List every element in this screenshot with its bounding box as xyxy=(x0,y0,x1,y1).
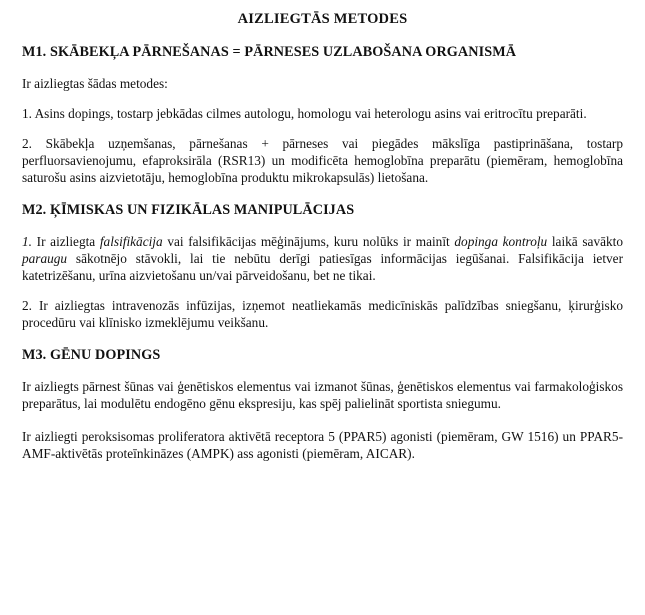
m3-item-2: Ir aizliegti peroksisomas proliferatora aktivētā receptora 5 (PPAR5) agonisti (piemēram, GW 1516) un PPAR5-AMF-aktivētās proteīnkināzes (AMPK) ass agonisti (piemēram, AICAR). xyxy=(22,428,623,461)
spacer xyxy=(22,92,623,105)
m1-item-2: 2. Skābekļa uzņemšanas, pārnešanas + pārneses vai piegādes mākslīga pastiprināšana, tostarp perfluorsavienojumu, efaproksirāla (RSR13) un modificēta hemoglobīna preparātu (piemēram, hemoglobīna saturošu asins aizvietotāju, hemoglobīna produktu mikrokapsulās) lietošana. xyxy=(22,136,623,186)
spacer xyxy=(22,62,623,75)
m2-item-1-text-3: laikā savākto xyxy=(547,233,623,249)
m2-item-1-text-2: vai falsifikācijas mēģinājums, kuru nolūks ir mainīt xyxy=(162,233,455,249)
m2-item-1-emphasis-paraugu: paraugu xyxy=(22,250,68,266)
m2-item-1-emphasis-falsifikacija: falsifikācija xyxy=(99,233,163,249)
spacer xyxy=(22,28,623,44)
spacer xyxy=(22,412,623,428)
m2-item-1-number: 1. xyxy=(22,233,32,249)
document-page xyxy=(0,6,645,615)
m2-item-1 xyxy=(22,233,623,284)
spacer xyxy=(22,331,623,347)
m2-item-1-text-4: sākotnējo stāvokli, lai tie nebūtu derīgi patiesīgas informācijas iegūšanai. Falsifikācija ietver katetrizēšanu, urīna aizvietošanu un/vai pārveidošanu, bet ne tikai. xyxy=(22,250,623,283)
m3-item-1: Ir aizliegts pārnest šūnas vai ģenētiskos elementus vai izmanot šūnas, ģenētiskos elementus vai farmakoloģiskos preparātus, lai modulētu endogēno gēnu ekspresiju, kas spēj palielināt sportista sniegumu. xyxy=(22,378,623,411)
spacer xyxy=(22,284,623,297)
spacer xyxy=(22,122,623,135)
m2-item-2: 2. Ir aizliegtas intravenozās infūzijas, izņemot neatliekamās medicīniskās palīdzības sniegšanu, ķirurģisko procedūru vai klīnisko izmeklējumu veikšanu. xyxy=(22,298,623,331)
m2-item-1-text-1: Ir aizliegta xyxy=(31,233,100,249)
spacer xyxy=(22,365,623,378)
m1-intro-text: Ir aizliegtas šādas metodes: xyxy=(22,76,168,92)
document-title: AIZLIEGTĀS METODES xyxy=(237,11,408,27)
m1-item-1: 1. Asins dopings, tostarp jebkādas cilmes autologu, homologu vai heterologu asins vai eritrocītu preparāti. xyxy=(22,106,587,122)
spacer xyxy=(22,220,623,233)
m2-item-1-emphasis-dopinga-kontrolu: dopinga kontroļu xyxy=(454,233,548,249)
spacer xyxy=(22,186,623,202)
section-heading-m3: M3. GĒNU DOPINGS xyxy=(22,347,161,364)
section-heading-m2: M2. ĶĪMISKAS UN FIZIKĀLAS MANIPULĀCIJAS xyxy=(22,202,355,219)
section-heading-m1: M1. SKĀBEKĻA PĀRNEŠANAS = PĀRNESES UZLABOŠANA ORGANISMĀ xyxy=(22,44,517,61)
